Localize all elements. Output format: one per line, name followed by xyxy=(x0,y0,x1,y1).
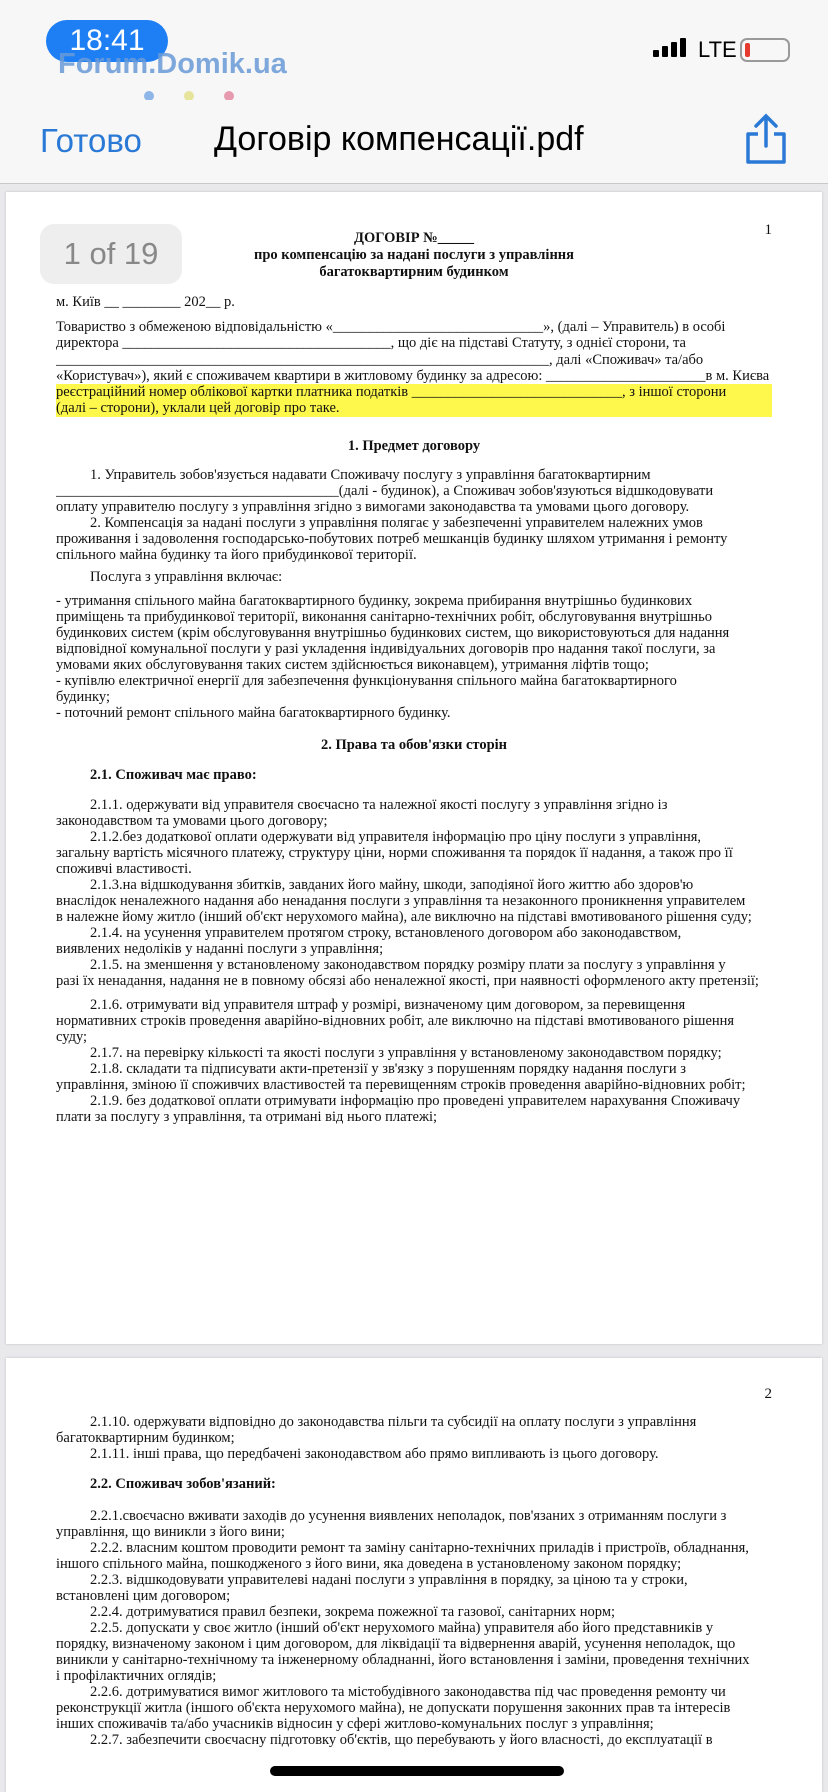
document-line: багатоквартирним будинком; xyxy=(56,1430,235,1446)
home-indicator[interactable] xyxy=(270,1766,564,1776)
document-title: Договір компенсації.pdf xyxy=(214,120,584,158)
page-number: 2 xyxy=(764,1386,772,1402)
done-button[interactable]: Готово xyxy=(40,122,142,159)
document-line: 2. Права та обов'язки сторін xyxy=(320,737,508,753)
document-line: 2.1.3.на відшкодування збитків, завданих його майну, шкоди, заподіяної його життю або здоров'ю xyxy=(90,877,694,893)
document-line: (далі – сторони), уклали цей договір про таке. xyxy=(56,400,772,417)
clock: 18:41 xyxy=(46,20,168,62)
document-line: 2.1.10. одержувати відповідно до законодавства пільги та субсидії на оплату послуги з управління xyxy=(90,1414,697,1430)
document-line: управління, що виникли з його вини; xyxy=(56,1524,285,1540)
document-line: ДОГОВІР №_____ xyxy=(353,230,474,246)
document-line: 2. Компенсація за надані послуги з управління полягає у забезпеченні управителем належних умов xyxy=(90,515,703,531)
document-line: 2.2.2. власним коштом проводити ремонт та заміну санітарно-технічних приладів і пристроїв, обладнання, xyxy=(90,1540,749,1556)
document-line: разі їх ненадання, надання не в повному обсязі або неналежної якості, при наявності оформленого акту претензії; xyxy=(56,973,759,989)
document-line: 2.1.2.без додаткової оплати одержувати від управителя інформацію про ціну послуги з управління, xyxy=(90,829,702,845)
document-line: виникли у санітарно-технічному та інженерному обладнанні, його встановлення і заміни, проведення технічних xyxy=(56,1652,750,1668)
status-bar xyxy=(0,0,828,100)
document-line: 2.1. Споживач має право: xyxy=(90,767,257,783)
document-line: відповідної комунальної послуги у разі укладення індивідуальних договорів про надання такої послуги, за xyxy=(56,641,716,657)
document-line: проживання і задоволення господарсько-побутових потреб мешканців будинку шляхом утримання і ремонту xyxy=(56,531,728,547)
document-line: реконструкції житла (іншого об'єкта нерухомого майна), не допускати порушення законних прав та інтересів xyxy=(56,1700,731,1716)
document-line: приміщень та прибудинкової території, виконання санітарно-технічних робіт, обслуговування внутрішньо xyxy=(56,609,713,625)
navigation-bar xyxy=(0,100,828,184)
document-line: 2.1.7. на перевірку кількості та якості послуги з управління у встановленому законодавством порядку; xyxy=(90,1045,722,1061)
document-line: споживчі властивості. xyxy=(56,861,192,877)
document-line: «Користувач»), який є споживачем квартири в житловому будинку за адресою: ______________________в м. Києва xyxy=(56,368,770,384)
document-line: 1. Управитель зобов'язується надавати Споживачу послугу з управління багатоквартирним xyxy=(90,467,651,483)
document-line: - поточний ремонт спільного майна багатоквартирного будинку. xyxy=(56,705,451,721)
document-line: ____________________________________________________________________, далі «Споживач» та/або xyxy=(56,352,704,368)
document-line: Послуга з управління включає: xyxy=(90,569,283,585)
document-line: 2.1.6. отримувати від управителя штраф у розмірі, визначеному цим договором, за перевищення xyxy=(90,997,686,1013)
document-line: про компенсацію за надані послуги з управління xyxy=(253,247,575,263)
document-line: багатоквартирним будинком xyxy=(319,264,509,280)
document-line: 2.1.1. одержувати від управителя своєчасно та належної якості послугу з управління згідно із xyxy=(90,797,668,813)
document-line: м. Київ __ ________ 202__ р. xyxy=(56,294,235,310)
share-icon[interactable] xyxy=(742,112,790,166)
signal-icon xyxy=(653,38,689,57)
network-label: LTE xyxy=(698,37,737,62)
pdf-page-2[interactable] xyxy=(6,1358,822,1792)
document-line: реєстраційний номер облікової картки платника податків _____________________________, з іншої сторони xyxy=(56,384,772,401)
document-line: 2.1.5. на зменшення у встановленому законодавством порядку розміру плати за послугу з управління у xyxy=(90,957,726,973)
watermark: Forum.Domik.ua xyxy=(58,48,287,80)
document-line: - утримання спільного майна багатоквартирного будинку, зокрема прибирання внутрішньо будинкових xyxy=(56,593,693,609)
document-line: 2.2. Споживач зобов'язаний: xyxy=(90,1476,276,1492)
document-line: законодавством та умовами цього договору; xyxy=(56,813,328,829)
document-line: внаслідок неналежного надання або ненадання послуги з управління та незаконного проникнення управителем xyxy=(56,893,746,909)
document-line: спільного майна будинку та його прибудинкової території. xyxy=(56,547,417,563)
document-line: 2.1.9. без додаткової оплати отримувати інформацію про проведені управителем нарахування Споживачу xyxy=(90,1093,741,1109)
document-line: - купівлю електричної енергії для забезпечення функціонування спільного майна багатоквартирного xyxy=(56,673,677,689)
document-line: 2.2.7. забезпечити своєчасну підготовку об'єктів, що перебувають у його власності, до експлуатації в xyxy=(90,1732,713,1748)
document-line: _______________________________________(далі - будинок), а Споживач зобов'язуються відшкодовувати xyxy=(56,483,714,499)
document-line: 2.1.11. інші права, що передбачені законодавством або прямо випливають із цього договору. xyxy=(90,1446,659,1462)
document-line: інших споживачів та/або учасників відносин у сфері житлово-комунальних послуг з управління; xyxy=(56,1716,654,1732)
battery-icon xyxy=(740,38,790,62)
document-line: 2.2.3. відшкодовувати управителеві надані послуги з управління в порядку, за ціною та у строки, xyxy=(90,1572,688,1588)
document-line: 2.2.6. дотримуватися вимог житлового та містобудівного законодавства під час проведення ремонту чи xyxy=(90,1684,726,1700)
document-line: порядку, визначеному законом і цим договором, для ліквідації та відвернення аварій, усунення неполадок, що xyxy=(56,1636,736,1652)
document-line: 2.2.1.своєчасно вживати заходів до усунення виявлених неполадок, пов'язаних з отриманням послуги з xyxy=(90,1508,727,1524)
document-line: Товариство з обмеженою відповідальністю «_____________________________», (далі – Управитель) в особі xyxy=(56,319,726,335)
document-line: нормативних строків проведення аварійно-відновних робіт, але виключно на підставі вмотивованого рішення xyxy=(56,1013,735,1029)
pdf-page-1[interactable] xyxy=(6,192,822,1344)
document-line: і профілактичних оглядів; xyxy=(56,1668,217,1684)
document-line: суду; xyxy=(56,1029,88,1045)
document-line: умовами яких обслуговування таких систем здійснюється виконавцем), утримання ліфтів тощо; xyxy=(56,657,649,673)
document-line: загальну вартість місячного платежу, структуру ціни, норми споживання та порядок її надання, а також про її xyxy=(56,845,733,861)
document-line: оплату управителю послугу з управління згідно з вимогами законодавства та умовами цього договору. xyxy=(56,499,690,515)
page-number: 1 xyxy=(764,222,772,238)
document-line: в належне йому житло (інший об'єкт нерухомого майна), але виключно на підставі вмотивованого рішення суду; xyxy=(56,909,752,925)
page-indicator: 1 of 19 xyxy=(40,224,182,284)
document-line: будинкових систем (крім обслуговування внутрішньо будинкових систем, що використовуються для надання xyxy=(56,625,730,641)
document-line: іншого спільного майна, пошкодженого з його вини, яка доведена в установленому законом порядку; xyxy=(56,1556,682,1572)
document-line: будинку; xyxy=(56,689,110,705)
document-line: 2.1.8. складати та підписувати акти-претензії у зв'язку з порушенням порядку надання послуги з xyxy=(90,1061,686,1077)
document-line: директора _____________________________________, що діє на підставі Статуту, з однієї сторони, та xyxy=(56,335,686,351)
document-line: виявлених недоліків у наданні послуги з управління; xyxy=(56,941,384,957)
document-line: встановлені цим договором; xyxy=(56,1588,231,1604)
document-line: управління, зміною її споживчих властивостей та перевищенням строків проведення аварійно-відновних робіт; xyxy=(56,1077,746,1093)
document-line: 1. Предмет договору xyxy=(347,438,481,454)
document-line: 2.2.4. дотримуватися правил безпеки, зокрема пожежної та газової, санітарних норм; xyxy=(90,1604,616,1620)
document-line: 2.2.5. допускати у своє житло (інший об'єкт нерухомого майна) управителя або його представників у xyxy=(90,1620,714,1636)
document-line: плати за послугу з управління, та отримані від нього платежі; xyxy=(56,1109,438,1125)
document-line: 2.1.4. на усунення управителем протягом строку, встановленого договором або законодавством, xyxy=(90,925,682,941)
